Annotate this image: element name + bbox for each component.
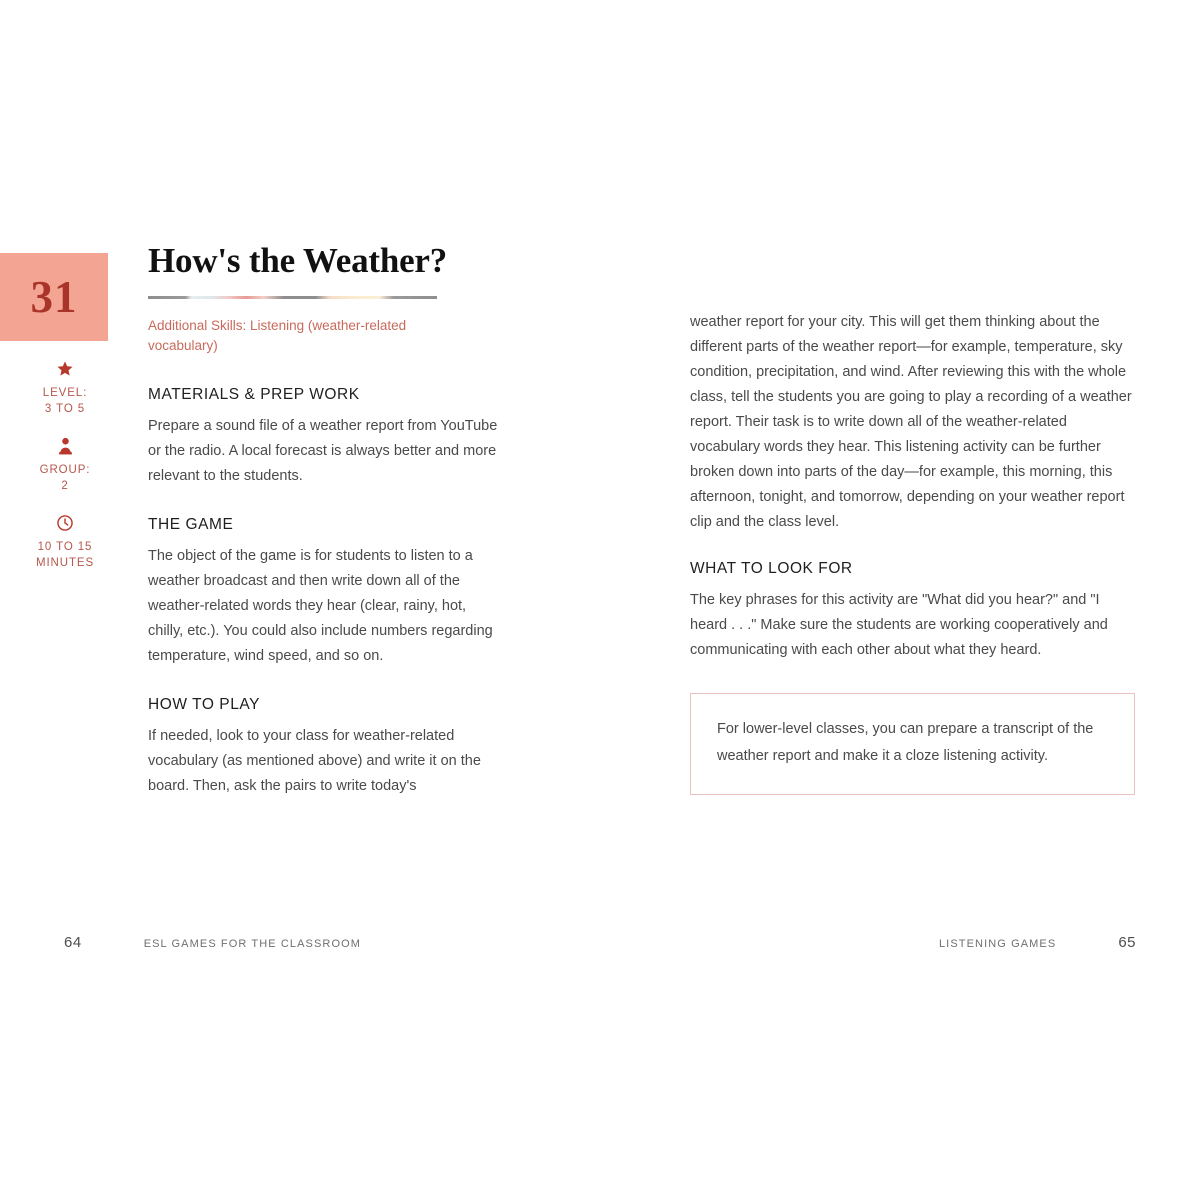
page-number-left: 64 bbox=[64, 934, 82, 951]
section-heading-how-to-play: HOW TO PLAY bbox=[148, 696, 260, 713]
footer-left bbox=[64, 934, 361, 951]
additional-skills-text: Additional Skills: Listening (weather-related vocabulary) bbox=[148, 318, 407, 353]
tip-callout-box bbox=[690, 693, 1135, 795]
footer-right bbox=[939, 934, 1136, 951]
section-heading-materials: MATERIALS & PREP WORK bbox=[148, 386, 360, 403]
section-heading-the-game: THE GAME bbox=[148, 516, 234, 533]
meta-group-value: 2 bbox=[61, 480, 69, 492]
game-meta-sidebar bbox=[0, 360, 130, 591]
section-body-the-game: The object of the game is for students to listen to a weather broadcast and then write down all of the weather-related words they hear (clear, rainy, hot, chilly, etc.). You could also include numbers regarding temperature, wind speed, and so on. bbox=[148, 548, 493, 664]
meta-duration-unit: MINUTES bbox=[35, 557, 95, 569]
meta-level-value: 3 TO 5 bbox=[44, 403, 86, 415]
page-number-right: 65 bbox=[1118, 934, 1136, 951]
meta-group bbox=[0, 437, 130, 494]
clock-icon bbox=[0, 514, 130, 534]
game-number: 31 bbox=[30, 271, 78, 322]
continued-paragraph: weather report for your city. This will get them thinking about the different parts of the weather report—for example, temperature, sky condition, precipitation, and wind. After reviewing this with the whole class, tell the students you are going to play a recording of a weather report. Their task is to write down all of the weather-related vocabulary words they hear. This listening activity can be further broken down into parts of the day—for example, this morning, this afternoon, tonight, and tomorrow, depending on your weather report clip and the class level. bbox=[690, 314, 1132, 530]
meta-level bbox=[0, 360, 130, 417]
meta-duration bbox=[0, 514, 130, 571]
book-title-footer: ESL GAMES FOR THE CLASSROOM bbox=[143, 938, 362, 950]
meta-duration-value: 10 TO 15 bbox=[37, 541, 93, 553]
section-body-how-to-play: If needed, look to your class for weather-related vocabulary (as mentioned above) and write it on the board. Then, ask the pairs to write today's bbox=[148, 728, 481, 794]
left-column bbox=[148, 240, 500, 799]
person-icon bbox=[0, 437, 130, 457]
tip-callout-text: For lower-level classes, you can prepare a transcript of the weather report and make it a cloze listening activity. bbox=[717, 721, 1094, 764]
gradient-divider bbox=[148, 296, 437, 299]
page-title: How's the Weather? bbox=[148, 241, 448, 280]
section-body-what-to-look-for: The key phrases for this activity are "What did you hear?" and "I heard . . ." Make sure the students are working cooperatively and communicating with each other about what they heard. bbox=[690, 592, 1108, 658]
chapter-title-footer: LISTENING GAMES bbox=[938, 938, 1057, 950]
meta-level-label: LEVEL: bbox=[42, 387, 88, 399]
section-body-materials: Prepare a sound file of a weather report from YouTube or the radio. A local forecast is always better and more relevant to the students. bbox=[148, 418, 498, 484]
game-number-badge bbox=[0, 253, 108, 341]
section-heading-what-to-look-for: WHAT TO LOOK FOR bbox=[690, 560, 853, 577]
meta-group-label: GROUP: bbox=[39, 464, 91, 476]
right-column bbox=[690, 310, 1135, 795]
star-icon bbox=[0, 360, 130, 380]
